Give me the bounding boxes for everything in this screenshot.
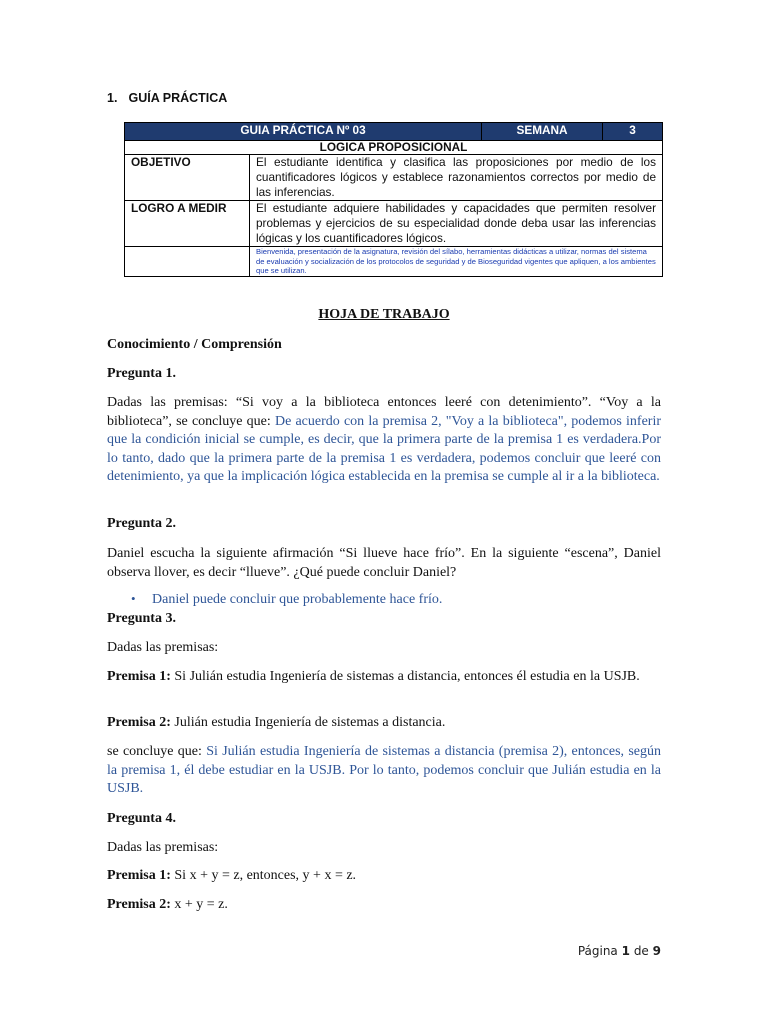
objetivo-row xyxy=(125,155,663,201)
q3-premise-2 xyxy=(107,714,661,733)
page-total: 9 xyxy=(652,944,661,958)
page-number: 1 xyxy=(621,944,630,958)
q3-p2-text: Julián estudia Ingeniería de sistemas a distancia. xyxy=(170,715,446,730)
q4-title: Pregunta 4. xyxy=(107,811,176,826)
q4-premise-1 xyxy=(107,867,661,886)
topic-title: LOGICA PROPOSICIONAL xyxy=(125,141,663,155)
note-row xyxy=(125,247,663,277)
page-of: de xyxy=(633,944,649,958)
q1-prompt: Dadas las premisas: “Si voy a la biblioteca entonces leeré con detenimiento”. “Voy a la biblioteca”, se concluye que: xyxy=(107,395,661,429)
logro-text: El estudiante adquiere habilidades y capacidades que permiten resolver problemas y ejercicios de su especialidad donde deba usar las inferencias lógicas y los cuantificadores lógicos. xyxy=(250,201,663,247)
q1-title: Pregunta 1. xyxy=(107,366,176,381)
q3-conclude-label: se concluye que: xyxy=(107,744,207,759)
q3-p1-text: Si Julián estudia Ingeniería de sistemas a distancia, entonces él estudia en la USJB. xyxy=(170,669,640,684)
worksheet-title: HOJA DE TRABAJO xyxy=(318,307,450,322)
q4-p2-label: Premisa 2: xyxy=(107,897,171,912)
note-text: Bienvenida, presentación de la asignatura, revisión del sílabo, herramientas didácticas a utilizar, normas del sistema de evaluación y socialización de los protocolos de seguridad y de Bioseguridad vigentes que apliquen, a los ambientes que se utilizan. xyxy=(250,247,663,277)
q2-answer: Daniel puede concluir que probablemente hace frío. xyxy=(152,592,443,607)
q4-p1-label: Premisa 1: xyxy=(107,868,171,883)
q4-premise-2 xyxy=(107,896,661,915)
guide-header-row xyxy=(125,123,663,141)
q3-p1-label: Premisa 1: xyxy=(107,669,171,684)
semana-label: SEMANA xyxy=(482,123,603,141)
q3-conclusion xyxy=(107,743,661,799)
q3-p2-label: Premisa 2: xyxy=(107,715,171,730)
page-word: Página xyxy=(577,944,618,958)
subtitle: Conocimiento / Comprensión xyxy=(107,337,282,352)
q2-prompt: Daniel escucha la siguiente afirmación “Si llueve hace frío”. En la siguiente “escena”, Daniel observa llover, es decir “llueve”. ¿Qué puede concluir Daniel? xyxy=(107,546,661,580)
topic-row xyxy=(125,141,663,155)
guide-number: GUIA PRÁCTICA Nº 03 xyxy=(125,123,482,141)
page-footer xyxy=(578,944,661,958)
logro-row xyxy=(125,201,663,247)
section-title: GUÍA PRÁCTICA xyxy=(128,91,228,105)
logro-label: LOGRO A MEDIR xyxy=(125,201,250,247)
section-number: 1. xyxy=(107,91,118,105)
section-heading xyxy=(107,91,227,105)
q4-p2-text: x + y = z. xyxy=(170,897,228,912)
q3-intro: Dadas las premisas: xyxy=(107,640,219,655)
q2-title: Pregunta 2. xyxy=(107,516,176,531)
bullet-icon: • xyxy=(131,591,136,606)
q3-title: Pregunta 3. xyxy=(107,611,176,626)
objetivo-text: El estudiante identifica y clasifica las proposiciones por medio de los cuantificadores lógicos y establece razonamientos correctos por medio de las inferencias. xyxy=(250,155,663,201)
guide-table xyxy=(124,122,663,277)
q3-premise-1 xyxy=(107,668,661,687)
semana-value: 3 xyxy=(603,123,663,141)
q2-answer-item xyxy=(131,591,442,608)
q1-answer: De acuerdo con la premisa 2, "Voy a la biblioteca", podemos inferir que la condición inicial se cumple, es decir, que la primera parte de la premisa 1 es verdadera.Por lo tanto, dado que la primera parte de la premisa 1 es verdadera, podemos concluir que leeré con detenimiento, ya que la implicación lógica establecida en la premisa se cumple al ir a la biblioteca. xyxy=(107,413,662,484)
q4-intro: Dadas las premisas: xyxy=(107,840,219,855)
q1-body xyxy=(107,394,661,487)
note-empty-cell xyxy=(125,247,250,277)
q4-p1-text: Si x + y = z, entonces, y + x = z. xyxy=(170,868,357,883)
objetivo-label: OBJETIVO xyxy=(125,155,250,201)
q3-answer: Si Julián estudia Ingeniería de sistemas a distancia (premisa 2), entonces, según la premisa 1, él debe estudiar en la USJB. Por lo tanto, podemos concluir que Julián estudia en la USJB. xyxy=(107,744,661,796)
